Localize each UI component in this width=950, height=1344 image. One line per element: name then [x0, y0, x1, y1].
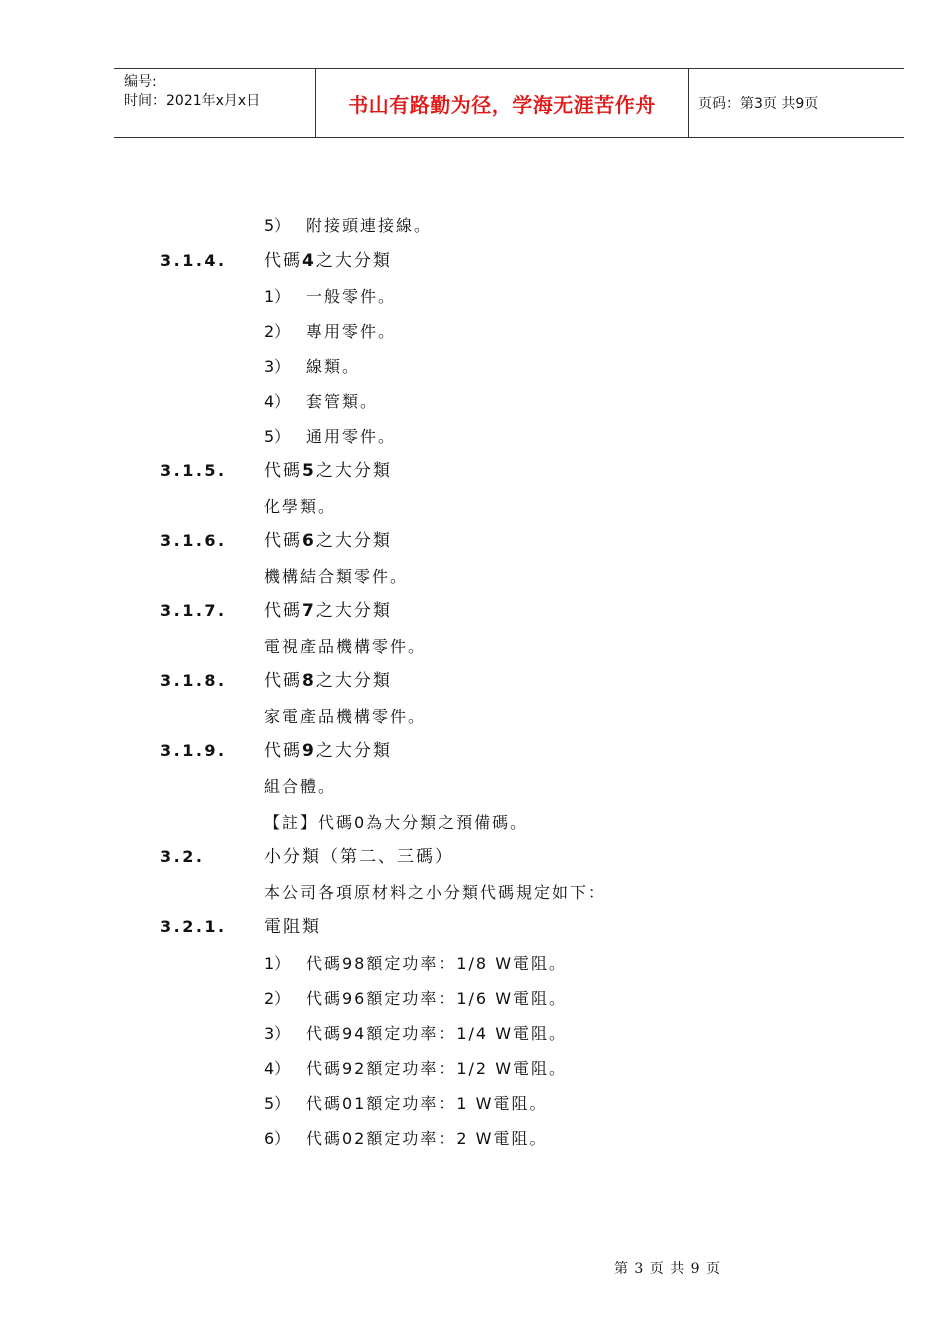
- section-number: 3.2.: [160, 847, 205, 866]
- header-page-info: 页码：第3页 共9页: [698, 96, 819, 112]
- paragraph: 化學類。: [264, 497, 337, 516]
- list-item: 6） 代碼02額定功率：2 W電阻。: [264, 1129, 548, 1148]
- section-heading: 電阻類: [264, 917, 321, 937]
- section-number: 3.2.1.: [160, 917, 227, 936]
- section-number: 3.1.6.: [160, 531, 227, 550]
- code-label: 编号:: [124, 74, 157, 90]
- section-heading: 小分類（第二、三碼）: [264, 847, 454, 867]
- list-item: 2） 專用零件。: [264, 322, 397, 341]
- list-item: 3） 代碼94額定功率：1/4 W電阻。: [264, 1024, 568, 1043]
- paragraph: 組合體。: [264, 777, 337, 796]
- list-item: 4） 套管類。: [264, 392, 379, 411]
- time-label: 时间：2021年x月x日: [124, 93, 261, 109]
- section-heading: 代碼4之大分類: [264, 251, 392, 271]
- list-item: 3） 線類。: [264, 357, 361, 376]
- list-item: 5） 通用零件。: [264, 427, 397, 446]
- list-item: 5） 代碼01額定功率：1 W電阻。: [264, 1094, 548, 1113]
- list-item: 1） 代碼98額定功率：1/8 W電阻。: [264, 954, 568, 973]
- list-item: 4） 代碼92額定功率：1/2 W電阻。: [264, 1059, 568, 1078]
- section-number: 3.1.9.: [160, 741, 227, 760]
- list-item: 5） 附接頭連接線。: [264, 216, 433, 235]
- header-motto: 书山有路勤为径，学海无涯苦作舟: [348, 92, 656, 117]
- paragraph: 家電產品機構零件。: [264, 707, 427, 726]
- section-number: 3.1.5.: [160, 461, 227, 480]
- section-number: 3.1.8.: [160, 671, 227, 690]
- page-footer: 第 3 页 共 9 页: [613, 1261, 722, 1277]
- list-item: 2） 代碼96額定功率：1/6 W電阻。: [264, 989, 568, 1008]
- paragraph: 本公司各項原材料之小分類代碼規定如下：: [264, 883, 607, 902]
- section-heading: 代碼9之大分類: [264, 741, 392, 761]
- paragraph: 電視產品機構零件。: [264, 637, 427, 656]
- list-item: 1） 一般零件。: [264, 287, 397, 306]
- section-heading: 代碼7之大分類: [264, 601, 392, 621]
- section-heading: 代碼8之大分類: [264, 671, 392, 691]
- section-number: 3.1.7.: [160, 601, 227, 620]
- section-heading: 代碼6之大分類: [264, 531, 392, 551]
- paragraph: 機構結合類零件。: [264, 567, 409, 586]
- section-number: 3.1.4.: [160, 251, 227, 270]
- section-heading: 代碼5之大分類: [264, 461, 392, 481]
- note: 【註】代碼0為大分類之預備碼。: [264, 813, 529, 832]
